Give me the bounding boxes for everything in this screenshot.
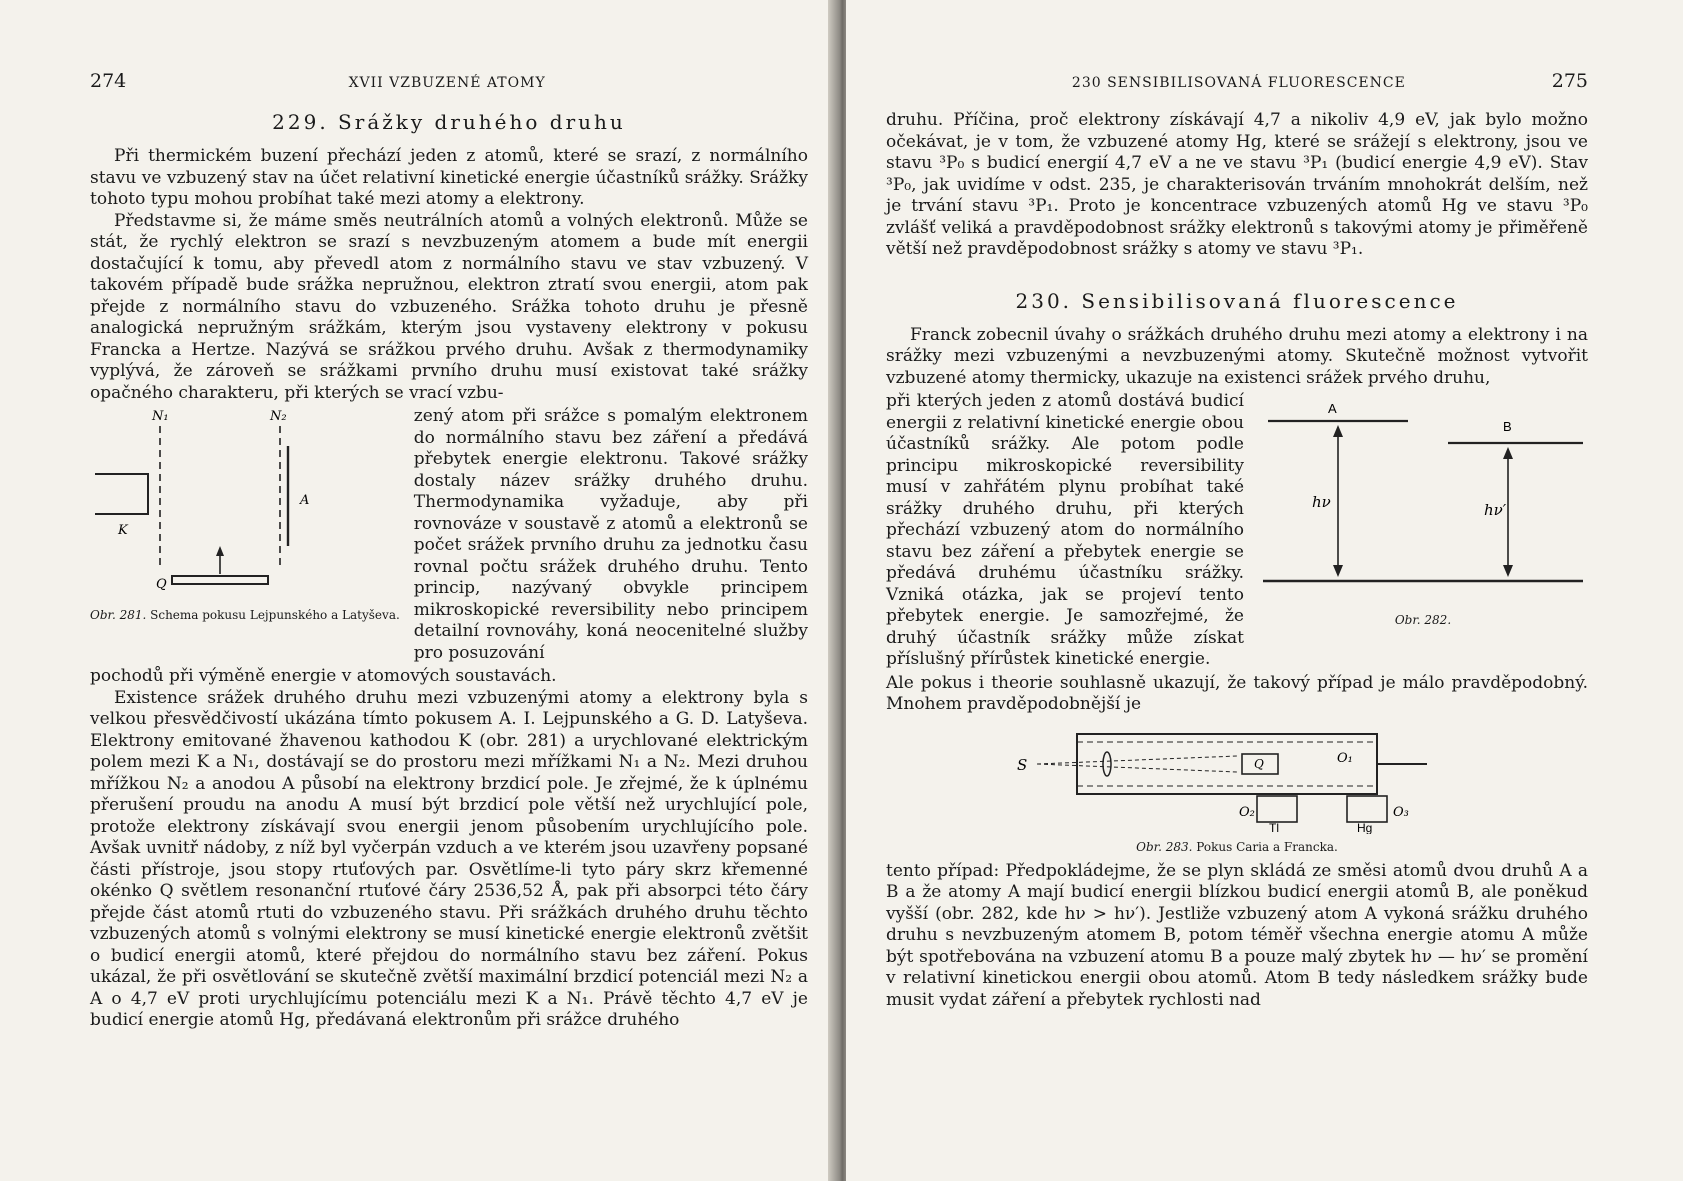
label-b: B (1503, 419, 1512, 434)
left-page-number: 274 (90, 70, 127, 92)
left-paragraph-3-continued: pochodů při výměně energie v atomových soustavách. (90, 666, 557, 686)
figure-281-block (90, 406, 808, 664)
right-page-number: 275 (1551, 70, 1588, 92)
figure-282 (1258, 391, 1588, 671)
figure-283 (886, 724, 1588, 855)
cathode-k (95, 474, 148, 514)
beam-upper (1037, 756, 1237, 764)
beam-lower (1037, 764, 1237, 772)
figure-281-caption-text: Schema pokusu Lejpunského a Latyševa. (150, 608, 400, 622)
left-paragraph-4: Existence srážek druhého druhu mezi vzbuzenými atomy a elektrony byla s velkou přesvědčivostí ukázána tímto pokusem A. I. Lejpunského a G. D. Latyševa. Elektrony emitované žhavenou kathodou K (obr. 281) a urychlované elektrickým polem mezi K a N₁, dostávají se do prostoru mezi mřížkami N₁ a N₂. Mezi druhou mřížkou N₂ a anodou A působí na elektrony brzdicí pole. Je zřejmé, že k úplnému přerušení proudu na anodu A musí být brzdicí pole větší než urychlující pole, protože elektrony získávají svou energii jenom působením urychlujícího pole. Avšak uvnitř nádoby, z níž byl vyčerpán vzduch a ve kterém jsou uzavřeny popsané části přístroje, jsou stopy rtuťových par. Osvětlíme-li tyto páry skrz křemenné okénko Q světlem resonanční rtuťové čáry 2536,52 Å, pak při absorpci této čáry přejde část atomů rtuti do vzbuzeného stavu. Při srážkách druhého druhu těchto vzbuzených atomů s volnými elektrony se musí kinetické energie elektronů zvětšit o budicí energii atomů, které přejdou do normálního stavu bez záření. Pokus ukázal, že při osvětlování se skutečně zvětší maximální brzdicí potenciál mezi N₂ a A o 4,7 eV proti urychlujícímu potenciálu mezi K a N₁. Právě těchto 4,7 eV je budicí energie atomů Hg, předávaná elektronům při srážce druhého (90, 687, 808, 1030)
section-title-230: 230. Sensibilisovaná fluorescence (1015, 288, 1459, 313)
figure-281-wrap-text: zený atom při srážce s pomalým elektronem do normálního stavu bez záření a předává přebytek energie elektronu. Takové srážky dostaly název srážky druhého druhu. Thermodynamika vyžaduje, aby při rovnováze v soustavě z atomů a elektronů se počet srážek prvního druhu za jednotku času rovnal počtu srážek druhého druhu. Tento princip, nazývaný obvykle principem mikroskopické reversibility nebo principem detailní rovnováhy, koná neocenitelné služby pro posuzování (413, 406, 808, 663)
figure-282-wrap-text: při kterých jeden z atomů dostává budicí energii z relativní kinetické energie obou účastníků srážky. Ale potom podle principu mikroskopické reversibility musí v zahřátém plynu probíhat také srážky druhého druhu, při kterých přechází vzbuzený atom do normálního stavu bez záření a přebytek energie se předává druhému účastníku srážky. Vzniká otázka, jak se projeví tento přebytek energie. Je samozřejmé, že druhý účastník srážky může získat příslušný přírůstek kinetické energie. (886, 391, 1244, 669)
label-hg: Hg (1357, 820, 1373, 834)
left-paragraph-1: Při thermickém buzení přechází jeden z atomů, které se srazí, z normálního stavu ve vzbuzený stav na účet relativní kinetické energie účastníků srážky. Srážky tohoto typu mohou probíhat také mezi atomy a elektrony. (90, 146, 808, 209)
figure-281-caption-number: Obr. 281. (90, 608, 147, 622)
lens (1103, 752, 1111, 776)
figure-283-caption (886, 840, 1588, 855)
figure-281-caption (90, 608, 400, 623)
left-running-header (90, 70, 808, 92)
label-tl: Tl (1269, 820, 1279, 834)
tl-furnace (1257, 796, 1297, 822)
label-hv-prime: hν′ (1484, 501, 1507, 519)
right-paragraph-3: tento případ: Předpokládejme, že se plyn skládá ze směsi atomů dvou druhů A a B a že atomy A mají budicí energii blízkou budicí energii atomů B, ale poněkud vyšší (obr. 282, kde hν > hν′). Jestliže vzbuzený atom A vykoná srážku druhého druhu s nevzbuzeným atomem B, potom téměř všechna energie atomu A může být spotřebována na vzbuzení atomu B a pouze malý zbytek hν — hν′ se promění v relativní kinetickou energii obou atomů. Atom B tedy následkem srážky bude musit vydat záření a přebytek rychlosti nad (886, 860, 1588, 1010)
label-o1: O₁ (1337, 750, 1353, 766)
right-running-header (886, 70, 1588, 92)
figure-282-energy-diagram (1258, 391, 1588, 611)
transition-a-up-head (1333, 425, 1343, 437)
transition-b-up-head (1503, 447, 1513, 459)
hg-furnace (1347, 796, 1387, 822)
figure-282-wrap-text-block (886, 391, 1244, 671)
section-title-229: 229. Srážky druhého druhu (272, 110, 626, 134)
label-s: S (1017, 755, 1028, 774)
figure-283-caption-number: Obr. 283. (1136, 839, 1193, 854)
left-page (0, 0, 836, 1181)
figure-282-block (886, 391, 1588, 671)
transition-b-down-head (1503, 565, 1513, 577)
light-arrow-head (216, 546, 224, 556)
figure-281 (90, 406, 400, 664)
figure-281-schematic (90, 406, 320, 606)
window-q (172, 576, 268, 584)
figure-283-caption-text: Pokus Caria a Francka. (1196, 839, 1338, 854)
label-q: Q (156, 577, 167, 592)
label-q: Q (1254, 756, 1264, 771)
label-hv: hν (1312, 493, 1331, 511)
right-paragraph-2-continued: Ale pokus i theorie souhlasně ukazují, že takový případ je málo pravděpodobný. Mnohem pravděpodobnější je (886, 672, 1588, 714)
right-paragraph-1: druhu. Příčina, proč elektrony získávají 4,7 a nikoliv 4,9 eV, jak bylo možno očekávat, je v tom, že vzbuzené atomy Hg, které se srážejí s elektrony, jsou ve stavu ³P₀ s budicí energií 4,7 eV a ne ve stavu ³P₁ (budicí energie 4,9 eV). Stav ³P₀, jak uvidíme v odst. 235, je charakterisován trváním mnohokrát delším, než je trvání stavu ³P₁. Proto je koncentrace vzbuzených atomů Hg ve stavu ³P₀ zvlášť veliká a pravděpodobnost srážky elektronů s takovými atomy je přiměřeně větší než pravděpodobnost srážky s atomy ve stavu ³P₁. (886, 110, 1588, 259)
label-a: A (1328, 401, 1337, 416)
transition-a-down-head (1333, 565, 1343, 577)
label-o3: O₃ (1393, 804, 1409, 820)
right-running-head: 230 SENSIBILISOVANÁ FLUORESCENCE (1071, 75, 1406, 91)
figure-281-wrap-text-block (414, 406, 808, 664)
label-n1: N₁ (152, 409, 169, 424)
right-page (846, 0, 1683, 1181)
right-paragraph-2-start: Franck zobecnil úvahy o srážkách druhého druhu mezi atomy a elektrony i na srážky mezi vzbuzenými a nevzbuzenými atomy. Skutečně možnost vytvořit vzbuzené atomy thermicky, ukazuje na existenci srážek prvého druhu, (886, 324, 1588, 388)
figure-283-apparatus (1007, 724, 1467, 834)
label-o2: O₂ (1239, 804, 1255, 820)
left-paragraph-2: Představme si, že máme směs neutrálních atomů a volných elektronů. Může se stát, že rychlý elektron se srazí s nevzbuzeným atomem a bude mít energii dostačující k tomu, aby převedl atom z normálního stavu ve stav vzbuzený. V takovém případě bude srážka nepružnou, elektron ztratí svou energii, atom pak přejde z normálního stavu do vzbuzeného. Srážka tohoto druhu je přesně analogická nepružným srážkám, kterým jsou vystaveny elektrony v pokusu Francka a Hertze. Nazývá se srážkou prvého druhu. Avšak z thermodynamiky vyplývá, že zároveň se srážkami prvního druhu musí existovat také srážky opačného charakteru, při kterých se vrací vzbu- (90, 210, 808, 403)
label-k: K (118, 523, 128, 538)
vessel (1077, 734, 1377, 794)
figure-282-caption-text: Obr. 282. (1394, 613, 1452, 627)
label-a: A (300, 493, 310, 508)
figure-282-caption (1258, 613, 1588, 628)
left-running-head: XVII VZBUZENÉ ATOMY (348, 75, 546, 91)
label-n2: N₂ (270, 409, 287, 424)
